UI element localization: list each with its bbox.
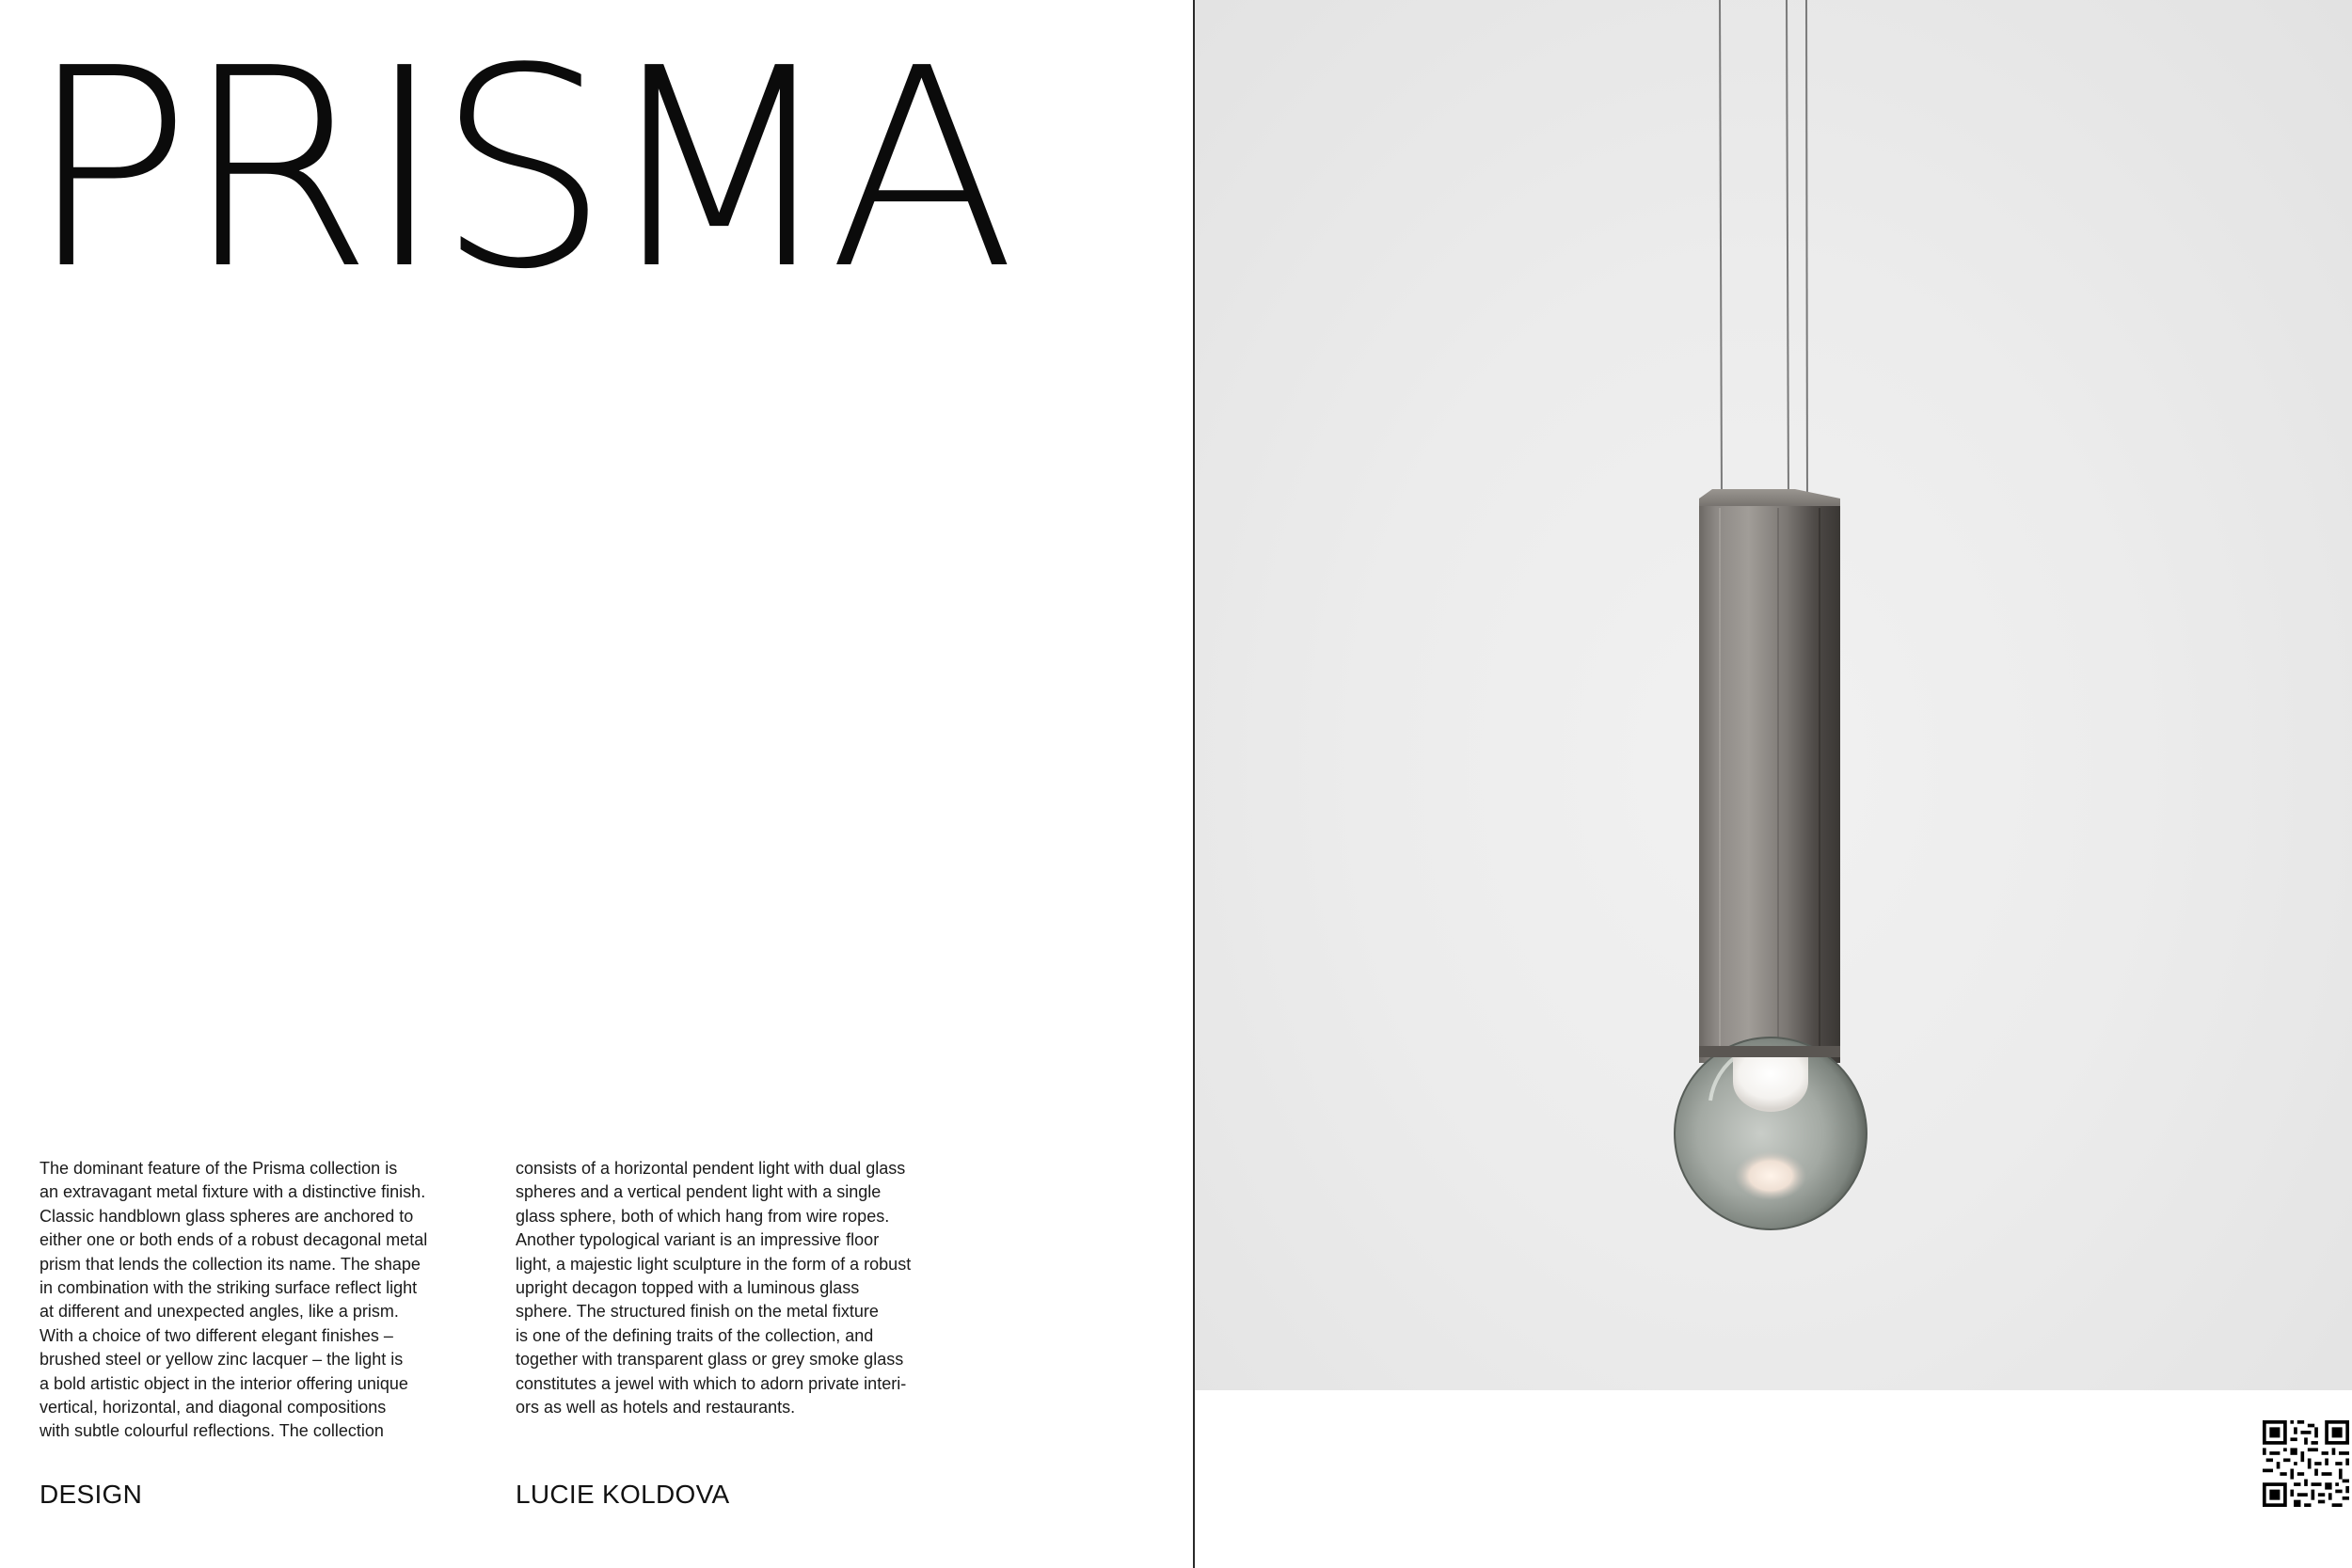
- light-glow: [1735, 1151, 1806, 1200]
- body-text-column-1: The dominant feature of the Prisma collection is an extravagant metal fixture with a distinctive finish. Classic handblown glass spheres are anchored to either one or both ends of a robust decagonal metal prism that lends the collection its name. The shape in combination with the striking surface reflect light at different and unexpected angles, like a prism. With a choice of two different elegant finishes – brushed steel or yellow zinc lacquer – the light is a bold artistic object in the interior offering unique vertical, horizontal, and diagonal compositions with subtle colourful reflections. The collection: [40, 1159, 428, 1441]
- body-text-column-2: consists of a horizontal pendent light with dual glass spheres and a vertical pendent light with a single glass sphere, both of which hang from wire ropes. Another typological variant is an impressive floor light, a majestic light sculpture in the form of a robust upright decagon topped with a luminous glass sphere. The structured finish on the metal fixture is one of the defining traits of the collection, and together with transparent glass or grey smoke glass constitutes a jewel with which to adorn private interi- ors as well as hotels and restaurants.: [516, 1159, 912, 1418]
- right-page: [1195, 0, 2352, 1568]
- pendant-light-illustration: [1195, 0, 2352, 1390]
- designer-name: LUCIE KOLDOVA: [516, 1480, 730, 1509]
- page-title: PRISMA: [26, 9, 1008, 329]
- design-label: DESIGN: [40, 1480, 143, 1509]
- prism-bottom-collar: [1699, 1046, 1840, 1057]
- wire-right: [1806, 0, 1807, 499]
- qr-code[interactable]: [2263, 1420, 2349, 1507]
- wire-middle: [1787, 0, 1788, 499]
- wire-left: [1720, 0, 1722, 499]
- pendant-light-photo: [1195, 0, 2352, 1390]
- light-bulb: [1733, 1053, 1808, 1112]
